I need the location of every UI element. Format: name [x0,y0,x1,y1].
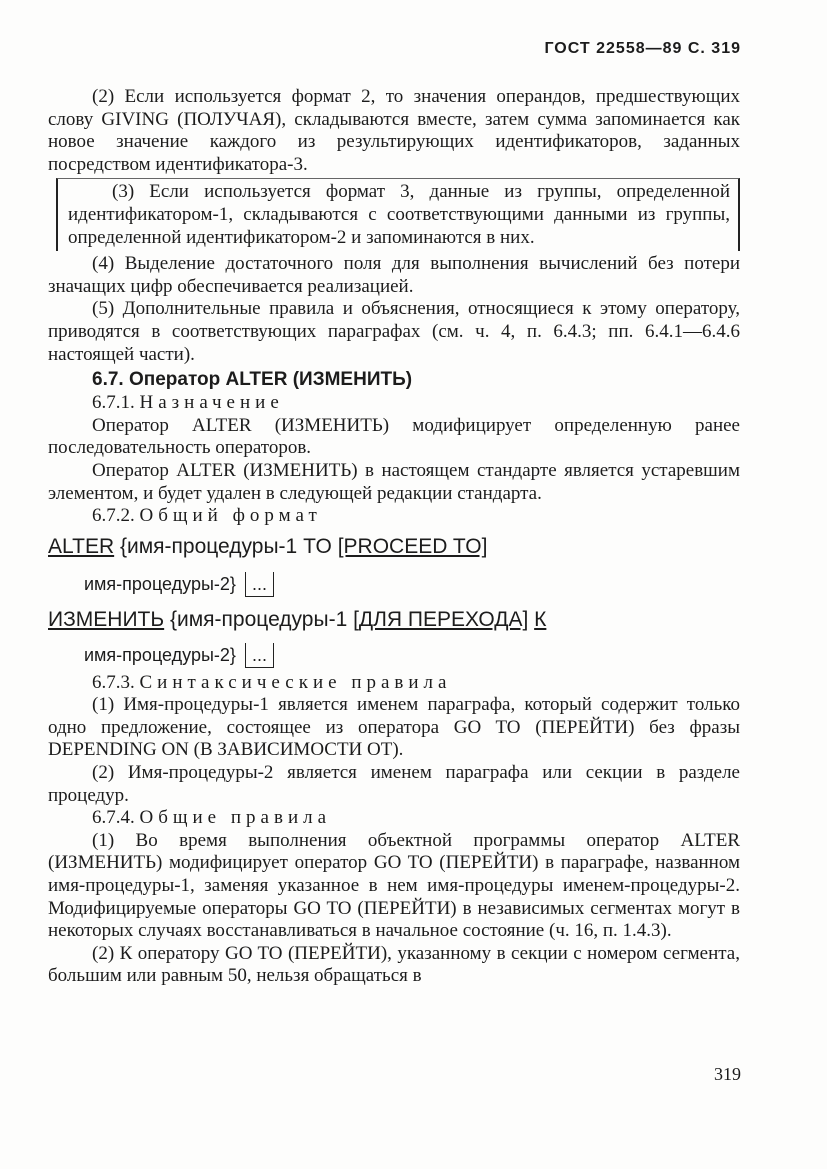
running-header: ГОСТ 22558—89 С. 319 [544,40,741,57]
optional-proceed-to: [PROCEED TO] [337,534,488,558]
paragraph-6-7-3-2: (2) Имя-процедуры-2 является именем параграфа или секции в разделе процедур. [48,762,740,806]
subsection-label: Назначение [139,392,284,414]
subsection-6-7-4 [48,807,740,830]
format-line-2 [84,572,740,597]
keyword-k: К [534,607,547,631]
page-body [48,86,740,988]
ellipsis-box: ... [245,643,274,668]
revision-box [56,178,740,251]
subsection-6-7-3 [48,672,740,695]
paragraph-2: (2) Если используется формат 2, то значения операндов, предшествующих слову GIVING (ПОЛУЧАЯ), складываются вместе, затем сумма запоминается как новое значение каждого из результирующих идентификаторов, заданных посредством идентификатора-3. [48,86,740,175]
format-line-4 [84,643,740,668]
keyword-alter: ALTER [48,534,115,558]
paragraph-4: (4) Выделение достаточного поля для выполнения вычислений без потери значащих цифр обеспечивается реализацией. [48,253,740,297]
optional-dlya-perekhoda: [ДЛЯ ПЕРЕХОДА] [353,607,529,631]
paragraph-6-7-4-1: (1) Во время выполнения объектной программы оператор ALTER (ИЗМЕНИТЬ) модифицирует оператор GO TO (ПЕРЕЙТИ) в параграфе, названном имя-процедуры-1, заменяя указанное в нем имя-процедуры именем-процедуры-2. Модифицируемые операторы GO TO (ПЕРЕЙТИ) в независимых сегментах могут в некоторых случаях восстанавливаться в начальное состояние (ч. 16, п. 1.4.3). [48,829,740,942]
paragraph-6-7-1-b: Оператор ALTER (ИЗМЕНИТЬ) в настоящем стандарте является устаревшим элементом, и будет удален в следующей редакции стандарта. [48,459,740,504]
format-line-1 [48,534,740,560]
paragraph-6-7-1-a: Оператор ALTER (ИЗМЕНИТЬ) модифицирует определенную ранее последовательность операторов. [48,414,740,459]
section-title: 6.7. Оператор ALTER (ИЗМЕНИТЬ) [92,369,413,391]
page-number: 319 [714,1064,741,1084]
subsection-number: 6.7.3. [92,671,135,693]
format-4-args: имя-процедуры-2} [84,644,236,665]
ellipsis-box: ... [245,572,274,597]
paragraph-3: (3) Если используется формат 3, данные из группы, определенной идентификатором-1, складываются с соответствующими данными из группы, определенной идентификатором-2 и запоминаются в них. [68,181,730,248]
subsection-6-7-1 [48,392,740,415]
subsection-number: 6.7.1. [92,392,135,414]
format-1-args: {имя-процедуры-1 TO [119,534,332,558]
keyword-izmenit: ИЗМЕНИТЬ [48,607,165,631]
subsection-number: 6.7.2. [92,505,135,527]
subsection-label: Общие правила [139,807,332,829]
subsection-label: Общий формат [139,505,322,527]
paragraph-6-7-4-2: (2) К оператору GO TO (ПЕРЕЙТИ), указанному в секции с номером сегмента, большим или равным 50, нельзя обращаться в [48,942,740,987]
paragraph-6-7-3-1: (1) Имя-процедуры-1 является именем параграфа, который содержит только одно предложение, состоящее из оператора GO TO (ПЕРЕЙТИ) без фразы DEPENDING ON (В ЗАВИСИМОСТИ ОТ). [48,694,740,761]
subsection-label: Синтаксические правила [139,671,452,693]
format-line-3 [48,607,740,633]
subsection-6-7-2 [48,505,740,528]
subsection-number: 6.7.4. [92,807,135,829]
paragraph-5: (5) Дополнительные правила и объяснения, относящиеся к этому оператору, приводятся в соответствующих параграфах (см. ч. 4, п. 6.4.3; пп. 6.4.1—6.4.6 настоящей части). [48,298,740,365]
format-3-args: {имя-процедуры-1 [170,607,348,631]
format-2-args: имя-процедуры-2} [84,573,236,594]
